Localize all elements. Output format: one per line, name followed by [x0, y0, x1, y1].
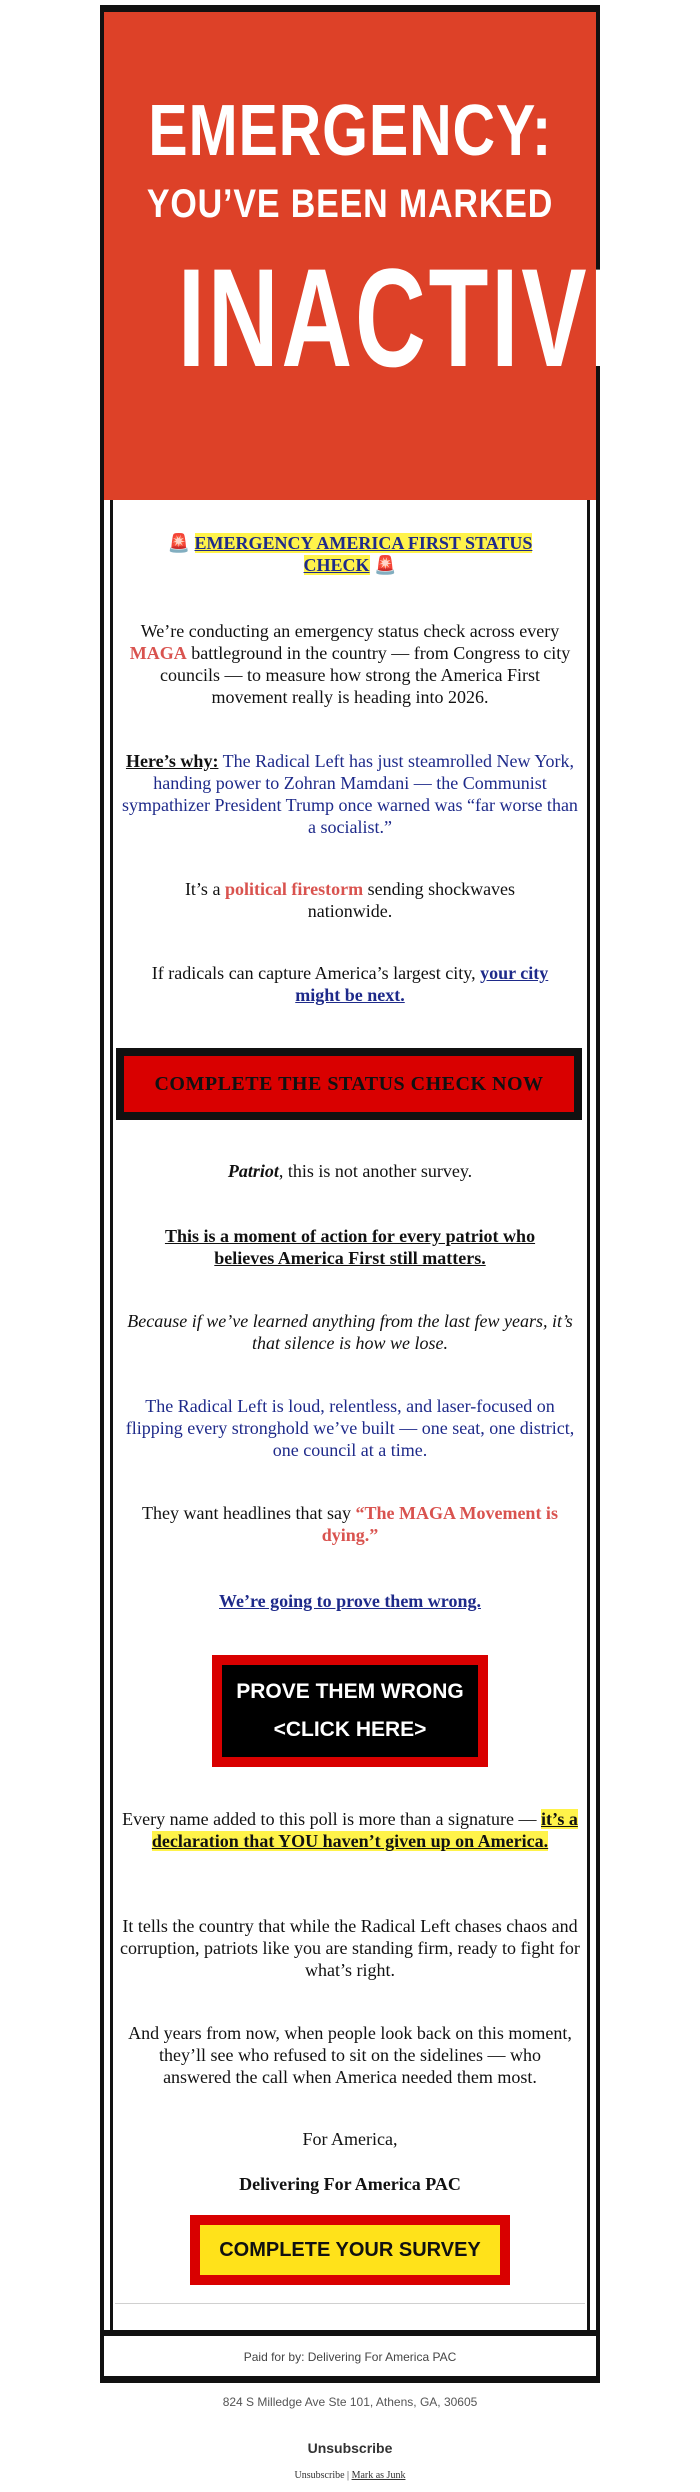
declaration-highlight[interactable]: it’s a declaration that YOU haven’t given up on America.: [151, 1809, 578, 1851]
intro-text-2: battleground in the country — from Congress to city councils — to measure how strong the America First movement really is heading into 2026.: [160, 643, 571, 707]
siren-icon: 🚨: [374, 555, 397, 575]
patriot-text: , this is not another survey.: [278, 1161, 473, 1181]
email-body: [110, 0, 658, 2492]
hero-line-2: YOU’VE BEEN MARKED: [146, 182, 554, 226]
firestorm-paragraph: [110, 878, 590, 922]
prove-them-wrong-label: PROVE THEM WRONG: [236, 1680, 464, 1703]
firestorm-highlight: political firestorm: [224, 879, 364, 899]
unsubscribe-small-link[interactable]: Unsubscribe: [294, 2470, 345, 2481]
status-check-headline[interactable]: [110, 532, 590, 576]
click-here-label: <CLICK HERE>: [273, 1718, 427, 1741]
radicals-text: If radicals can capture America’s largest city,: [151, 963, 481, 983]
paid-for-by: Paid for by: Delivering For America PAC: [243, 2350, 457, 2364]
intro-paragraph: [110, 620, 590, 708]
why-text: The Radical Left has just steamrolled New York, handing power to Zohran Mamdani — the Communist sympathizer President Trump once warned was “far worse than a socialist.”: [122, 751, 578, 837]
patriot-paragraph: [110, 1160, 590, 1182]
signoff-line-2: Delivering For America PAC: [239, 2174, 461, 2194]
radical-left-paragraph: The Radical Left is loud, relentless, and laser-focused on flipping every stronghold we’ve built — one seat, one district, one council at a time.: [125, 1396, 575, 1460]
prove-them-wrong-button[interactable]: [212, 1655, 488, 1767]
headlines-text: They want headlines that say: [142, 1503, 356, 1523]
footer-links: [100, 2470, 600, 2481]
firestorm-text-1: It’s a: [184, 879, 225, 899]
hero-line-1: EMERGENCY:: [148, 91, 553, 171]
intro-text-1: We’re conducting an emergency status check across every: [140, 621, 560, 641]
footer-address: 824 S Milledge Ave Ste 101, Athens, GA, 30605: [222, 2395, 478, 2409]
prove-them-wrong-inner: [222, 1665, 478, 1757]
headlines-quote: “The MAGA Movement is dying.”: [321, 1503, 558, 1545]
name-text: Every name added to this poll is more than a signature —: [122, 1809, 542, 1829]
siren-icon: 🚨: [167, 533, 190, 553]
silence-paragraph: Because if we’ve learned anything from the last few years, it’s that silence is how we lose.: [127, 1311, 573, 1353]
complete-survey-label: COMPLETE YOUR SURVEY: [200, 2225, 500, 2275]
signoff-line-1: For America,: [302, 2129, 398, 2149]
divider: [115, 2303, 585, 2304]
headlines-paragraph: [110, 1502, 590, 1546]
patriot-bold: Patriot: [227, 1161, 279, 1181]
name-paragraph: [110, 1808, 590, 1852]
unsubscribe-link[interactable]: Unsubscribe: [307, 2440, 393, 2456]
complete-status-check-label: COMPLETE THE STATUS CHECK NOW: [124, 1056, 574, 1112]
maga-highlight: MAGA: [129, 643, 187, 663]
footer-separator: |: [347, 2470, 350, 2481]
your-city-link[interactable]: your city might be next.: [295, 963, 549, 1005]
why-paragraph: [110, 750, 590, 838]
hero-line-3: INACTIVE: [177, 239, 658, 396]
prove-link[interactable]: We’re going to prove them wrong.: [219, 1591, 481, 1611]
radicals-paragraph: [110, 962, 590, 1006]
complete-status-check-button[interactable]: [116, 1048, 582, 1120]
years-paragraph: And years from now, when people look back on this moment, they’ll see who refused to sit on the sidelines — who answered the call when America needed them most.: [128, 2023, 572, 2087]
firestorm-text-2: sending shockwaves nationwide.: [307, 879, 516, 921]
why-label: Here’s why:: [125, 751, 219, 771]
footer-bar: [100, 2330, 600, 2380]
headline-link[interactable]: EMERGENCY AMERICA FIRST STATUS CHECK: [194, 533, 533, 575]
moment-paragraph: This is a moment of action for every patriot who believes America First still matters.: [164, 1226, 536, 1268]
complete-survey-button[interactable]: [190, 2215, 510, 2285]
country-paragraph: It tells the country that while the Radical Left chases chaos and corruption, patriots like you are standing firm, ready to fight for what’s right.: [120, 1916, 580, 1980]
mark-as-junk-link[interactable]: Mark as Junk: [351, 2470, 406, 2481]
